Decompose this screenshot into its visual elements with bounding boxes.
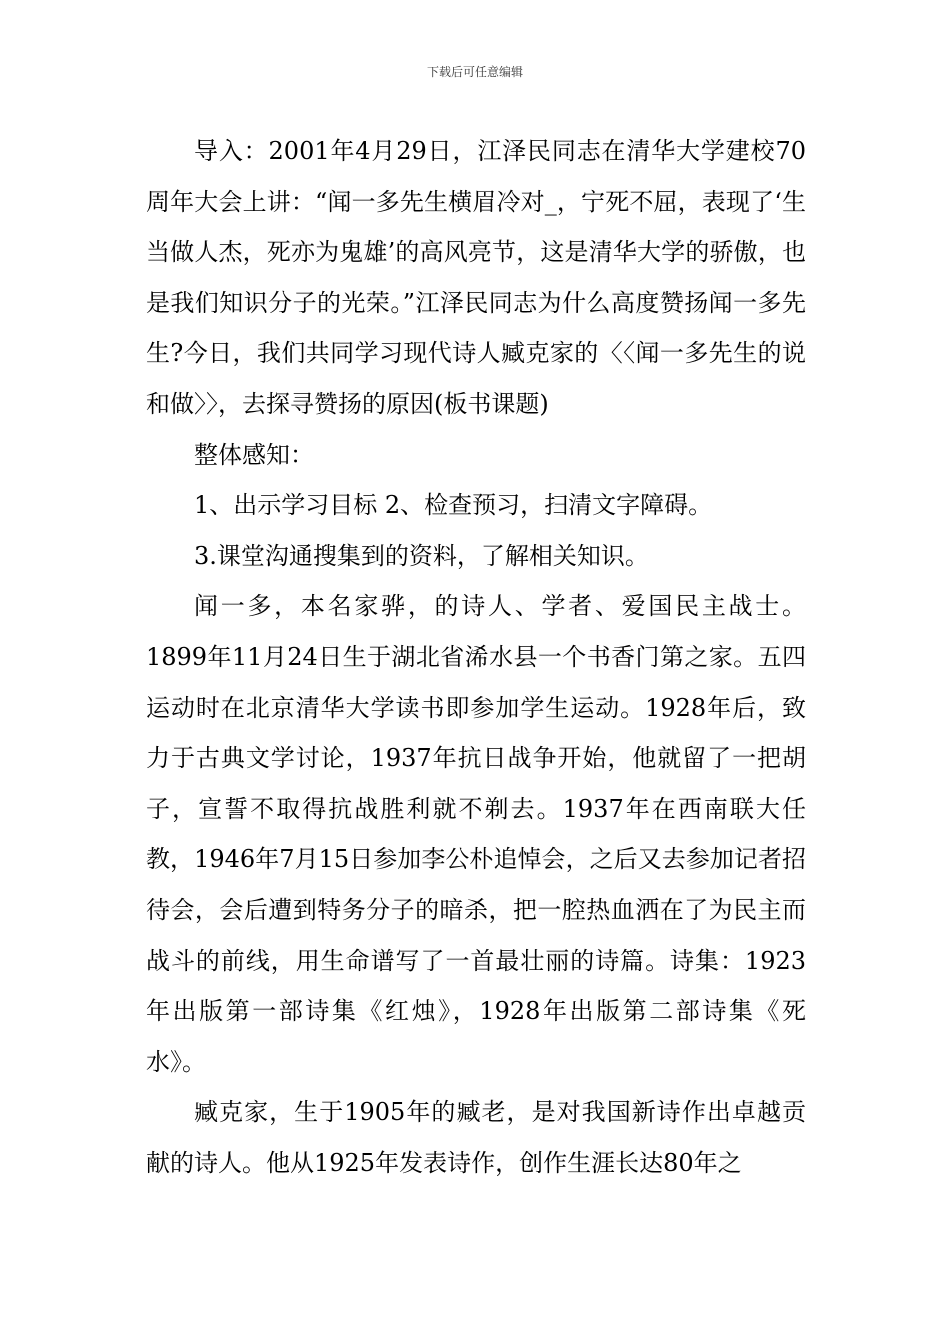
paragraph-step-3: 3.课堂沟通搜集到的资料，了解相关知识。	[194, 541, 649, 570]
paragraph-overall-perception: 整体感知：	[194, 440, 314, 469]
paragraph-zang-kejia-bio: 臧克家，生于1905年的臧老，是对我国新诗作出卓越贡献的诗人。他从1925年发表诗作，创作生涯长达80年之	[146, 1098, 806, 1177]
paragraph-step-1-2: 1、出示学习目标 2、检查预习，扫清文字障碍。	[194, 491, 713, 520]
paragraph-intro: 导入：2001年4月29日，江泽民同志在清华大学建校70周年大会上讲：“闻一多先生横眉冷对_，宁死不屈，表现了‘生当做人杰，死亦为鬼雄’的高风亮节，这是清华大学的骄傲，也是我们知识分子的光荣。”江泽民同志为什么高度赞扬闻一多先生?今日，我们共同学习现代诗人臧克家的〈〈闻一多先生的说和做〉〉，去探寻赞扬的原因(板书课题)	[146, 137, 806, 418]
page-header	[0, 64, 950, 80]
header-text: 下载后可任意编辑	[426, 65, 523, 79]
paragraph-wen-yiduo-bio: 闻一多，本名家骅，的诗人、学者、爱国民主战士。1899年11月24日生于湖北省浠水县一个书香门第之家。五四运动时在北京清华大学读书即参加学生运动。1928年后，致力于古典文学讨论，1937年抗日战争开始，他就留了一把胡子，宣誓不取得抗战胜利就不剃去。1937年在西南联大任教，1946年7月15日参加李公朴追悼会，之后又去参加记者招待会，会后遭到特务分子的暗杀，把一腔热血洒在了为民主而战斗的前线，用生命谱写了一首最壮丽的诗篇。诗集：1923年出版第一部诗集《红烛》，1928年出版第二部诗集《死水》。	[146, 592, 806, 1076]
document-body	[146, 126, 806, 1188]
